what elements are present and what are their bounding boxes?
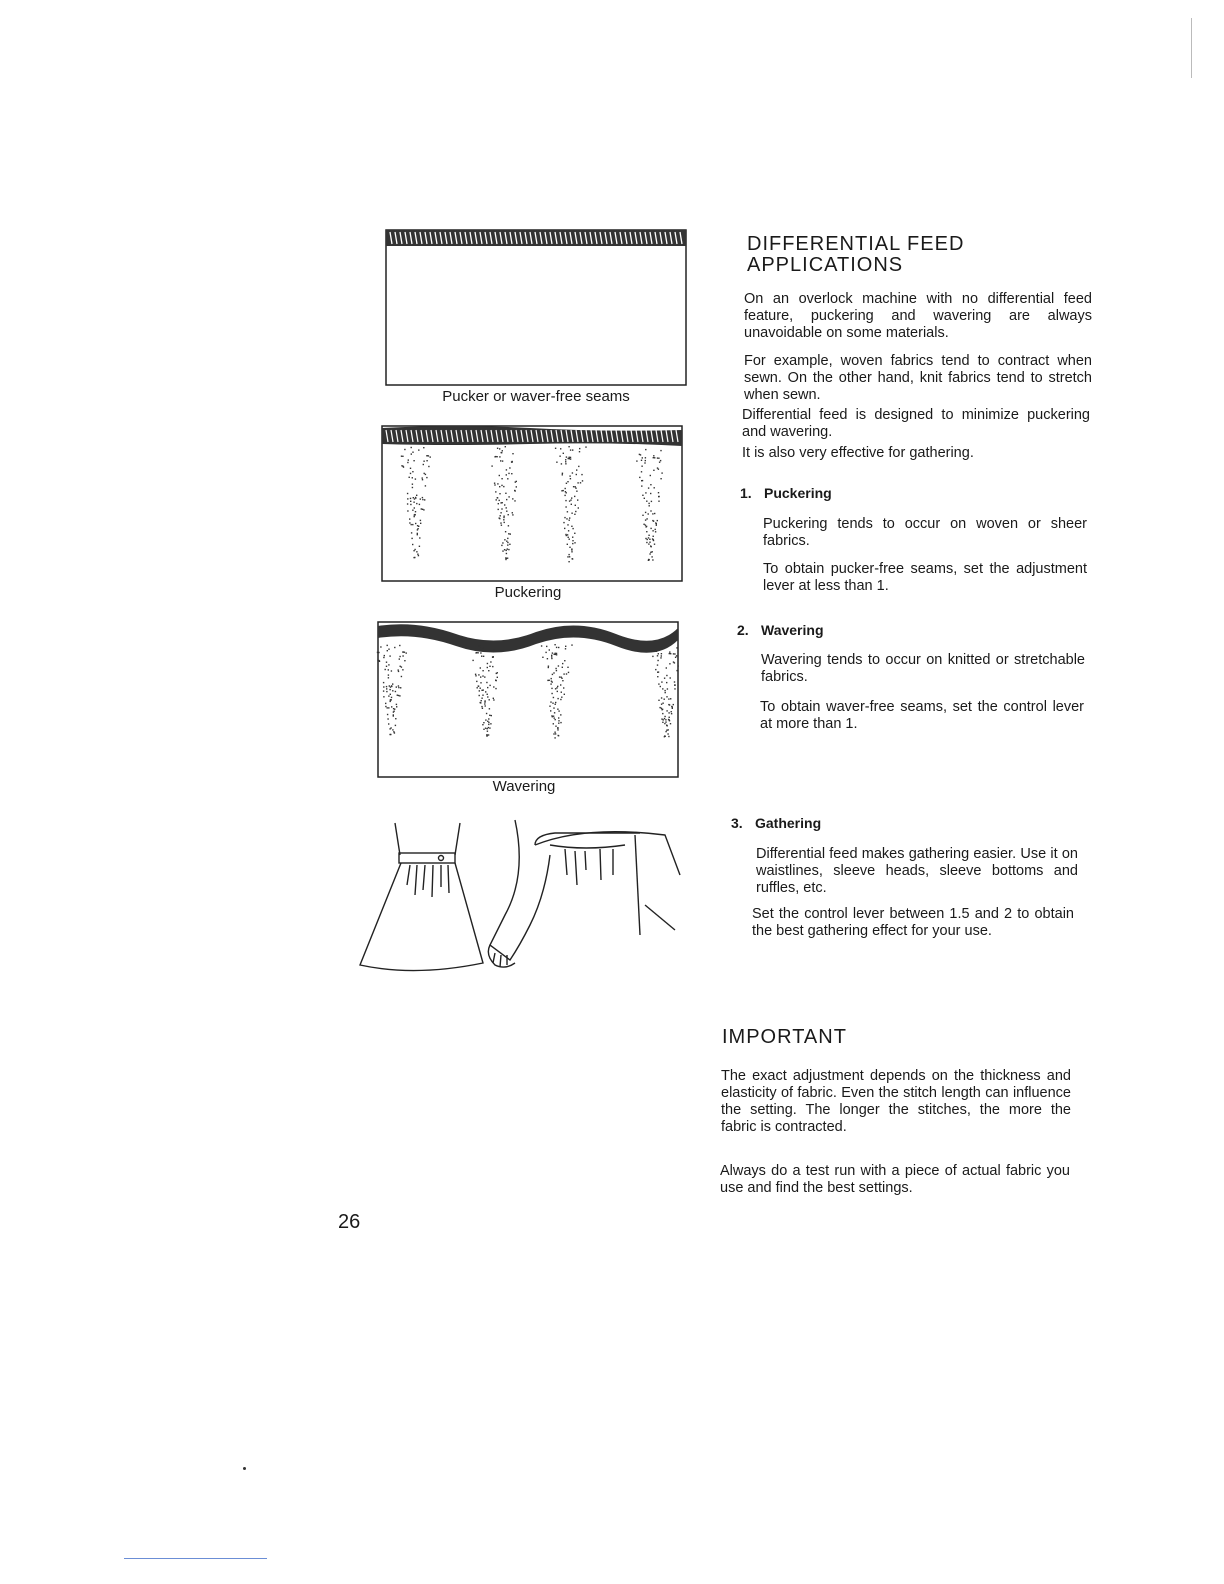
section-title-line2: APPLICATIONS [747, 254, 904, 276]
intro-paragraph: For example, woven fabrics tend to contract when sewn. On the other hand, knit fabrics tend to stretch when sewn. [744, 353, 1092, 403]
intro-paragraph: Differential feed is designed to minimize puckering and wavering. [742, 407, 1090, 440]
puckering-caption: Puckering [494, 584, 562, 601]
page-number: 26 [338, 1211, 361, 1233]
flat-seam-figure [384, 226, 694, 391]
item-paragraph: Set the control lever between 1.5 and 2 to obtain the best gathering effect for your use. [752, 906, 1074, 939]
intro-paragraph: It is also very effective for gathering. [742, 445, 974, 461]
wavering-caption: Wavering [492, 778, 556, 795]
section-title [747, 234, 964, 276]
flat-seam-caption: Pucker or waver-free seams [442, 388, 630, 405]
item-wavering-heading [737, 622, 824, 638]
item-paragraph: To obtain pucker-free seams, set the adjustment lever at less than 1. [763, 561, 1087, 594]
item-gathering-heading [731, 815, 821, 831]
scan-mark [124, 1558, 267, 1559]
important-paragraph: Always do a test run with a piece of actual fabric you use and find the best settings. [720, 1163, 1070, 1196]
intro-paragraph: On an overlock machine with no differential feed feature, puckering and wavering are always unavoidable on some materials. [744, 291, 1092, 341]
item-title: Puckering [764, 485, 832, 501]
item-number: 1. [740, 485, 752, 501]
important-paragraph: The exact adjustment depends on the thickness and elasticity of fabric. Even the stitch length can influence the setting. The longer the stitches, the more the fabric is contracted. [721, 1068, 1071, 1135]
item-title: Gathering [755, 815, 822, 831]
item-number: 3. [731, 815, 743, 831]
item-paragraph: Wavering tends to occur on knitted or stretchable fabrics. [761, 652, 1085, 685]
wavering-figure [376, 618, 686, 783]
section-title-line1: DIFFERENTIAL FEED [747, 233, 965, 255]
item-paragraph: Differential feed makes gathering easier. Use it on waistlines, sleeve heads, sleeve bottoms and ruffles, etc. [756, 846, 1078, 896]
item-paragraph: To obtain waver-free seams, set the control lever at more than 1. [760, 699, 1084, 732]
item-number: 2. [737, 622, 749, 638]
item-title: Wavering [761, 622, 824, 638]
item-puckering-heading [740, 485, 832, 501]
gathered-garments-illustration [355, 815, 690, 980]
important-title: IMPORTANT [722, 1026, 847, 1048]
item-paragraph: Puckering tends to occur on woven or sheer fabrics. [763, 516, 1087, 549]
puckering-figure [380, 422, 690, 587]
scan-mark [243, 1467, 246, 1470]
scan-mark [1191, 18, 1192, 78]
